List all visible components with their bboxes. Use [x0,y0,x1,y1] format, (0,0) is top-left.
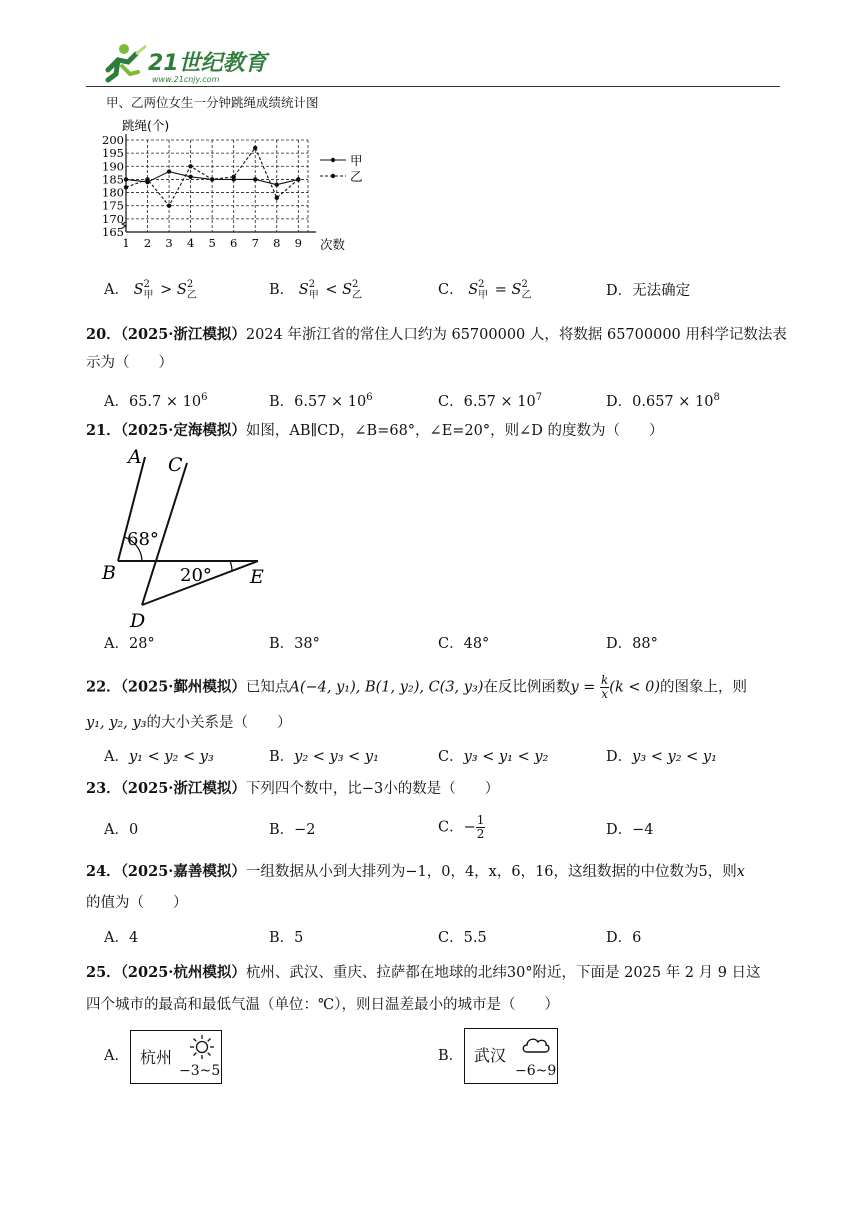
question-number: 25． [86,964,121,981]
option-letter: D． [606,283,633,299]
question-number: 23． [86,780,121,797]
x-tick-label: 3 [165,236,173,250]
q21-option-a[interactable]: A．28° [104,636,155,652]
question-source: （2025·鄞州模拟） [120,678,246,696]
data-point [210,177,214,181]
sun-icon [189,1034,215,1060]
site-logo [100,40,270,88]
x-tick-label: 5 [208,236,216,250]
y-tick-label: 195 [102,146,124,161]
data-point [253,146,257,150]
city-name: 杭州 [140,1048,173,1067]
cloud-icon [521,1034,551,1056]
q21-option-c[interactable]: C．48° [438,636,490,652]
y-axis-label: 跳绳(个) [122,118,170,133]
x-tick-label: 8 [273,236,281,250]
q21-stem: 21．（2025·定海模拟）如图，AB∥CD，∠B=68°，∠E=20°，则∠D 的度数为（ ） [86,422,664,439]
y-tick-label: 165 [102,225,124,239]
option-letter: B． [269,282,295,298]
y-tick-label: 175 [102,198,124,213]
jump-rope-line-chart [96,114,376,262]
legend-label: 乙 [350,169,363,184]
label-c: C [168,454,183,476]
q20-stem-line1: 20．（2025·浙江模拟）2024 年浙江省的常住人口约为 65700000 人，将数据 65700000 用科学记数法表 [86,326,787,343]
data-point [124,185,128,189]
x-tick-label: 1 [122,236,130,250]
temperature-range: −6~9 [515,1063,557,1079]
question-source: （2025·定海模拟） [120,422,246,439]
q25-option-b-letter[interactable]: B． [438,1048,464,1064]
q25-option-b-card[interactable] [464,1028,558,1084]
q19-option-d[interactable]: D．无法确定 [606,283,691,299]
q20-option-a[interactable]: A．$65.7 \times 10^6$ [104,392,208,410]
question-number: 22． [86,678,121,696]
q24-option-d[interactable]: D．6 [606,930,642,946]
q19-option-b[interactable]: B． S 2 甲 < S 2 乙 [269,279,363,301]
q21-geometry-figure [100,445,275,630]
q20-option-c[interactable]: C．$6.57 \times 10^7$ [438,392,543,410]
data-point [231,175,235,179]
data-point [296,177,300,181]
y-tick-label: 180 [102,185,124,200]
q23-stem: 23．（2025·浙江模拟）下列四个数中，比−3小的数是（ ） [86,780,500,797]
q21-option-b[interactable]: B．38° [269,636,320,652]
q22-option-b[interactable]: B．y₂ < y₃ < y₁ [269,749,379,765]
q20-stem-line2: 示为（ ） [86,355,173,371]
y-tick-label: 200 [102,133,124,147]
data-point [275,182,279,186]
q24-stem-line2: 的值为（ ） [86,895,188,911]
legend-marker [331,158,335,162]
q23-option-a[interactable]: A．0 [104,822,139,838]
q19-option-a[interactable]: A． S 2 甲 > S 2 乙 [104,279,197,301]
q22-stem-line1: 22．（2025·鄞州模拟）已知点A(−4, y₁), B(1, y₂), C(3, y₃)在反比例函数y = $\frac{k}{x}$ (k < 0)的图象上，则 [86,673,747,701]
angle-e-label: 20° [180,565,212,586]
y-tick-label: 170 [102,211,124,226]
q22-option-c[interactable]: C．y₃ < y₁ < y₂ [438,749,549,765]
data-point [188,164,192,168]
q20-option-b[interactable]: B．$6.57 \times 10^6$ [269,392,373,410]
q23-option-c[interactable]: C．− $\frac{1}{2}$ [438,813,485,841]
legend-label: 甲 [350,153,363,168]
option-letter: A． [104,282,129,298]
question-number: 21． [86,422,121,439]
q25-option-a-letter[interactable]: A． [104,1048,129,1064]
label-e: E [250,566,264,588]
temperature-range: −3~5 [179,1063,221,1079]
q25-stem-line1: 25．（2025·杭州模拟）杭州、武汉、重庆、拉萨都在地球的北纬30°附近，下面是 2025 年 2 月 9 日这 [86,964,761,981]
y-tick-label: 190 [102,159,124,174]
data-point [145,177,149,181]
q24-option-c[interactable]: C．5.5 [438,930,487,946]
label-b: B [102,562,116,584]
chart-title: 甲、乙两位女生一分钟跳绳成绩统计图 [106,95,319,110]
logo-text: 21世纪教育 [148,51,267,76]
x-tick-label: 4 [186,236,195,250]
q22-option-d[interactable]: D．y₃ < y₂ < y₁ [606,749,717,765]
logo-url: www.21cnjy.com [152,75,220,84]
data-point [253,177,257,181]
q24-option-b[interactable]: B．5 [269,930,304,946]
x-tick-label: 7 [251,236,259,250]
question-number: 24． [86,863,121,880]
q23-option-d[interactable]: D．−4 [606,822,654,838]
question-source: （2025·浙江模拟） [120,780,246,797]
option-letter: C． [438,282,464,298]
x-tick-label: 2 [143,236,152,250]
q25-option-a-card[interactable] [130,1030,222,1084]
q21-option-d[interactable]: D．88° [606,636,658,652]
x-tick-label: 9 [294,236,302,250]
q22-option-a[interactable]: A．y₁ < y₂ < y₃ [104,749,214,765]
angle-b-label: 68° [127,529,159,550]
question-source: （2025·嘉善模拟） [120,863,246,880]
label-d: D [130,610,146,630]
y-tick-label: 185 [102,172,124,187]
q24-option-a[interactable]: A．4 [104,930,139,946]
data-point [275,196,279,200]
label-a: A [128,446,142,468]
q23-option-b[interactable]: B．−2 [269,822,316,838]
q19-option-c[interactable]: C． S 2 甲 = S 2 乙 [438,279,532,301]
q25-stem-line2: 四个城市的最高和最低气温（单位：℃），则日温差最小的城市是（ ） [86,997,559,1013]
data-point [167,169,171,173]
question-source: （2025·浙江模拟） [120,326,246,343]
q24-stem-line1: 24．（2025·嘉善模拟）一组数据从小到大排列为−1，0，4，x，6，16，这组数据的中位数为5，则x [86,863,745,880]
logo-mark [100,40,270,88]
x-tick-label: 6 [230,236,238,250]
x-axis-label: 次数 [320,237,346,252]
question-number: 20． [86,326,121,343]
data-point [167,204,171,208]
header-divider [86,86,780,87]
q20-option-d[interactable]: D．$0.657 \times 10^8$ [606,392,720,410]
city-name: 武汉 [474,1046,507,1065]
data-point [188,175,192,179]
q22-stem-line2: y₁, y₂, y₃的大小关系是（ ） [86,715,292,731]
question-source: （2025·杭州模拟） [120,964,246,981]
legend-marker [331,174,335,178]
data-point [124,177,128,181]
